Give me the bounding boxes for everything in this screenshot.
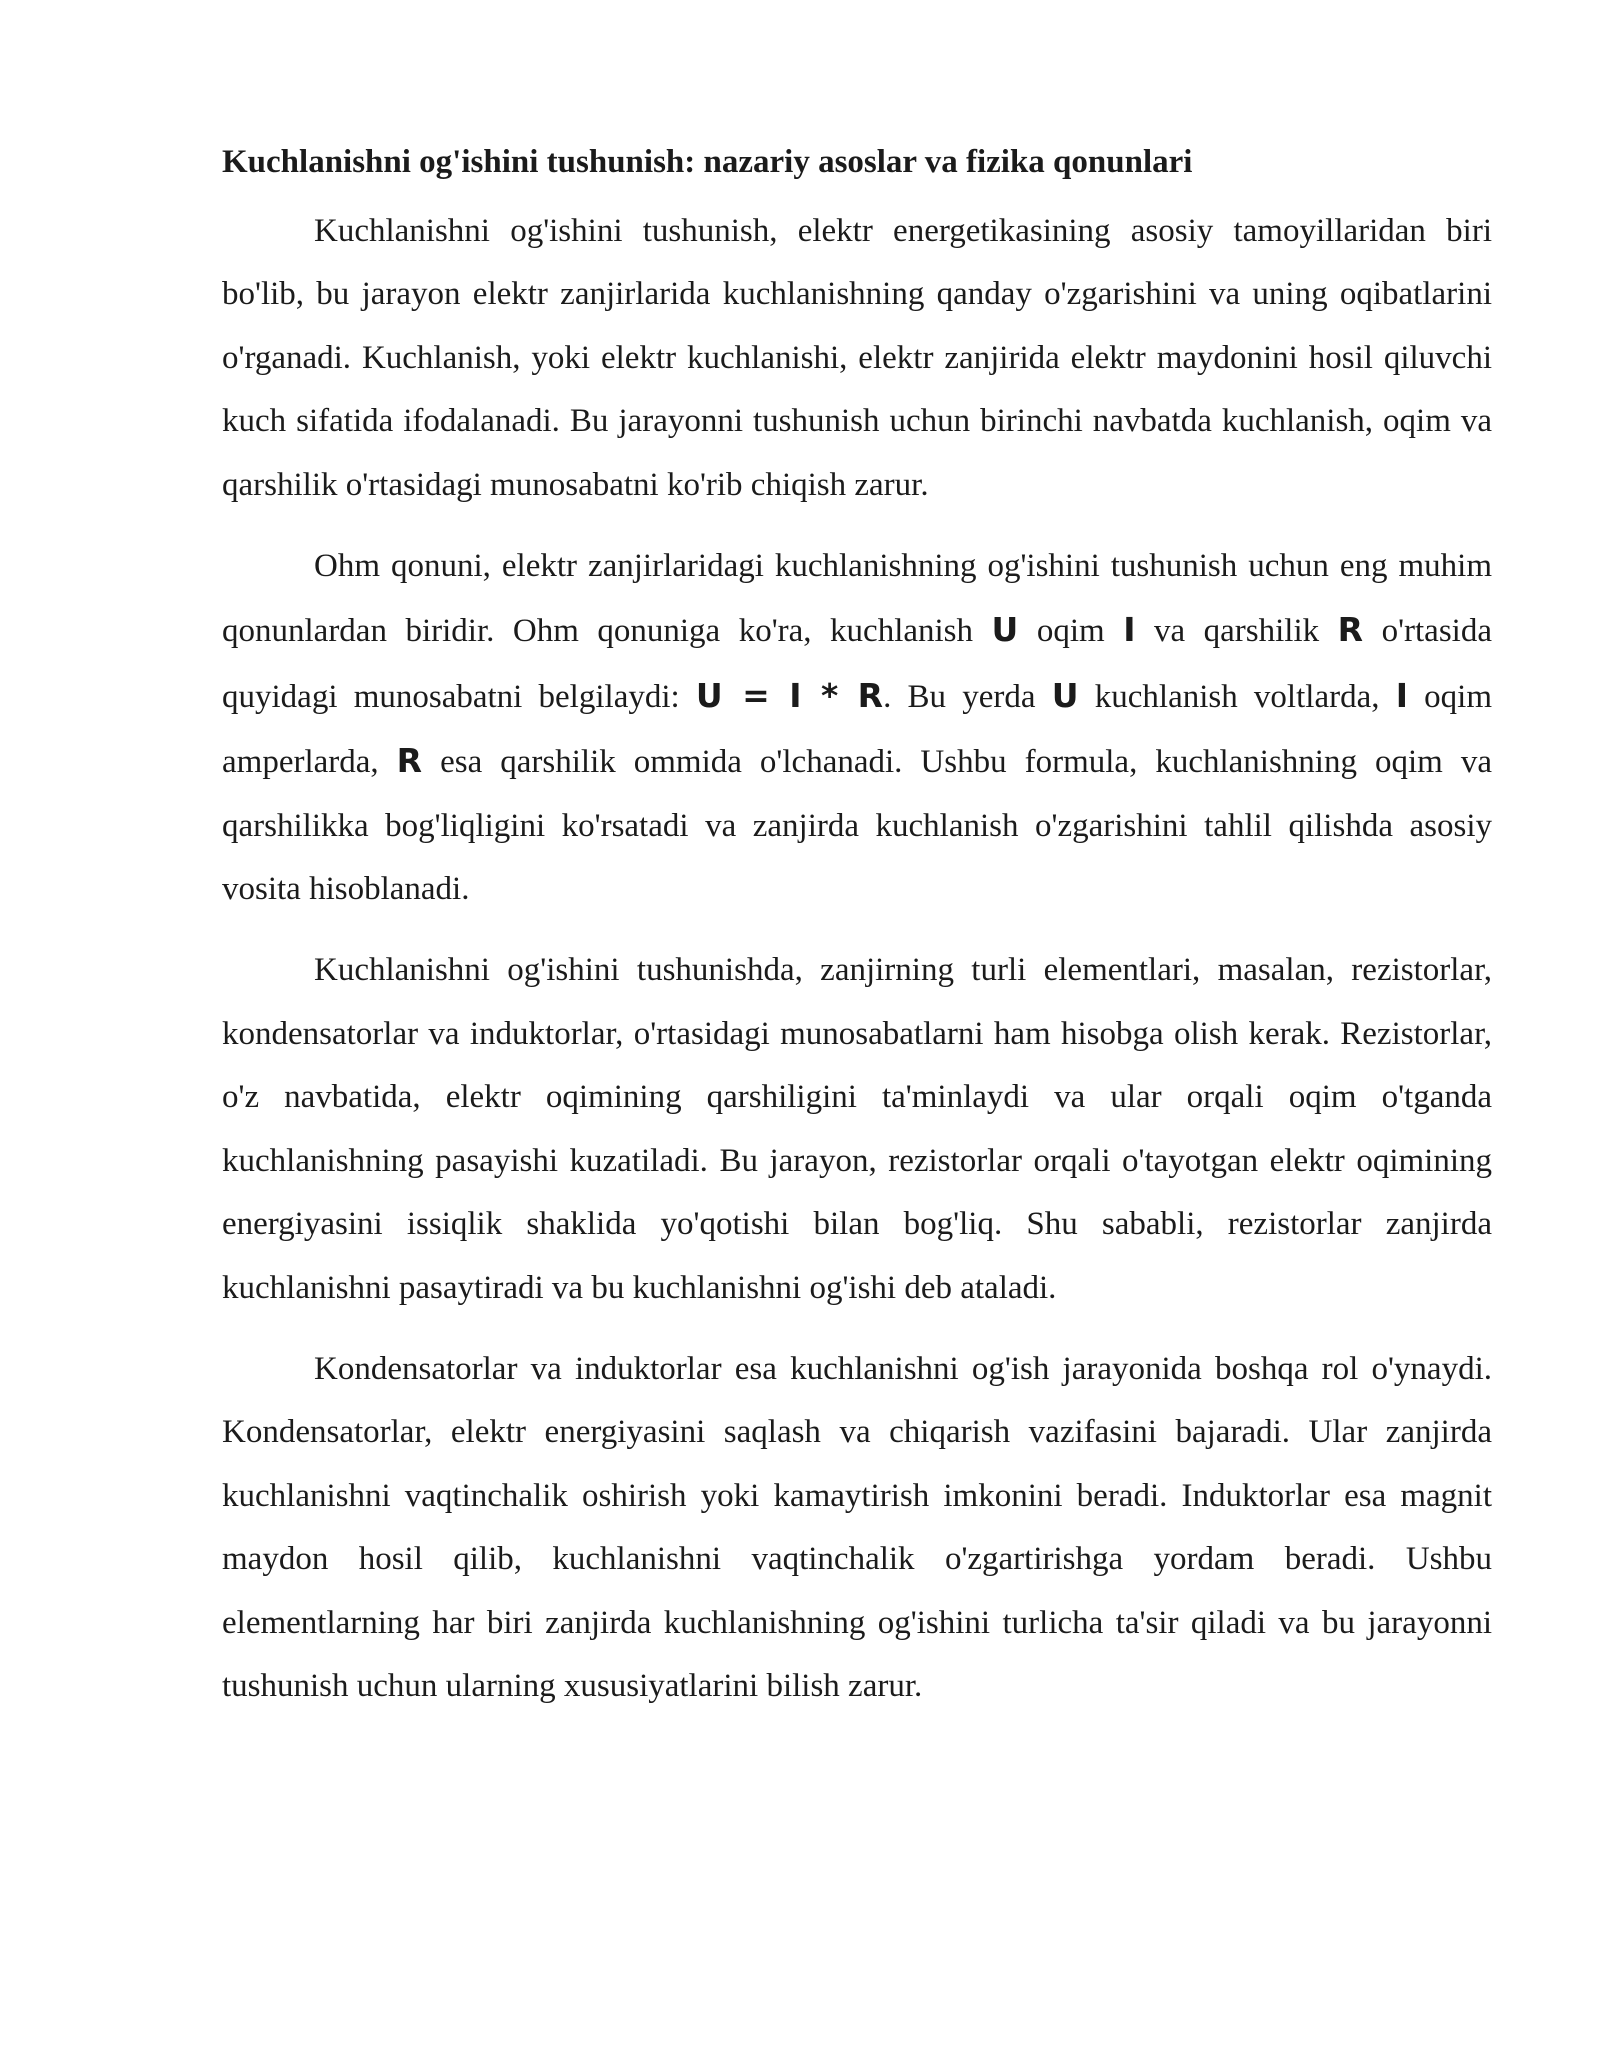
ohm-text-3: va qarshilik — [1135, 613, 1338, 650]
ohm-text-6: kuchlanish voltlarda, — [1078, 678, 1396, 715]
symbol-resistance: R — [1337, 610, 1364, 650]
document-title: Kuchlanishni og'ishini tushunish: nazariy asoslar va fizika qonunlari — [222, 144, 1193, 180]
paragraph-resistors: Kuchlanishni og'ishini tushunishda, zanjirning turli elementlari, masalan, rezistorlar, kondensatorlar va induktorlar, o'rtasidagi munosabatlarni ham hisobga olish kerak. Rezistorlar, o'z navbatida, elektr oqimining qarshiligini ta'minlaydi va ular orqali oqim o'tganda kuchlanishning pasayishi kuzatiladi. Bu jarayon, rezistorlar orqali o'tayotgan elektr oqimining energiyasini issiqlik shaklida yo'qotishi bilan bog'liq. Shu sababli, rezistorlar zanjirda kuchlanishni pasaytiradi va bu kuchlanishni og'ishi deb ataladi. — [222, 952, 1492, 1306]
document-page — [222, 140, 1492, 1736]
ohm-text-5: . Bu yerda — [883, 678, 1052, 715]
symbol-voltage: U — [1051, 675, 1079, 715]
symbol-current: I — [1123, 610, 1136, 650]
symbol-current: I — [1395, 675, 1408, 715]
ohm-text-7: oqim amperlarda, — [222, 678, 1493, 781]
paragraph-capacitors-inductors: Kondensatorlar va induktorlar esa kuchlanishni og'ish jarayonida boshqa rol o'ynaydi. Kondensatorlar, elektr energiyasini saqlash va chiqarish vazifasini bajaradi. Ular zanjirda kuchlanishni vaqtinchalik oshirish yoki kamaytirish imkonini beradi. Induktorlar esa magnit maydon hosil qilib, kuchlanishni vaqtinchalik o'zgartirishga yordam beradi. Ushbu elementlarning har biri zanjirda kuchlanishning og'ishini turlicha ta'sir qiladi va bu jarayonni tushunish uchun ularning xususiyatlarini bilish zarur. — [222, 1350, 1492, 1704]
ohm-formula: U = I * R — [695, 675, 884, 715]
symbol-voltage: U — [991, 610, 1019, 650]
paragraph-ohm-law — [222, 535, 1492, 921]
symbol-resistance: R — [396, 741, 423, 781]
ohm-text-4: o'rtasida quyidagi munosabatni belgilaydi: — [222, 613, 1492, 715]
ohm-text-1: Ohm qonuni, elektr zanjirlaridagi kuchlanishning og'ishini tushunish uchun eng muhim qonunlardan biridir. Ohm qonuniga ko'ra, kuchlanish — [222, 548, 1492, 650]
ohm-text-2: oqim — [1018, 613, 1124, 650]
paragraph-intro: Kuchlanishni og'ishini tushunish, elektr energetikasining asosiy tamoyillaridan biri bo'lib, bu jarayon elektr zanjirlarida kuchlanishning qanday o'zgarishini va uning oqibatlarini o'rganadi. Kuchlanish, yoki elektr kuchlanishi, elektr zanjirida elektr maydonini hosil qiluvchi kuch sifatida ifodalanadi. Bu jarayonni tushunish uchun birinchi navbatda kuchlanish, oqim va qarshilik o'rtasidagi munosabatni ko'rib chiqish zarur. — [222, 213, 1492, 503]
ohm-text-8: esa qarshilik ommida o'lchanadi. Ushbu formula, kuchlanishning oqim va qarshilikka bog'liqligini ko'rsatadi va zanjirda kuchlanish o'zgarishini tahlil qilishda asosiy vosita hisoblanadi. — [222, 744, 1492, 908]
